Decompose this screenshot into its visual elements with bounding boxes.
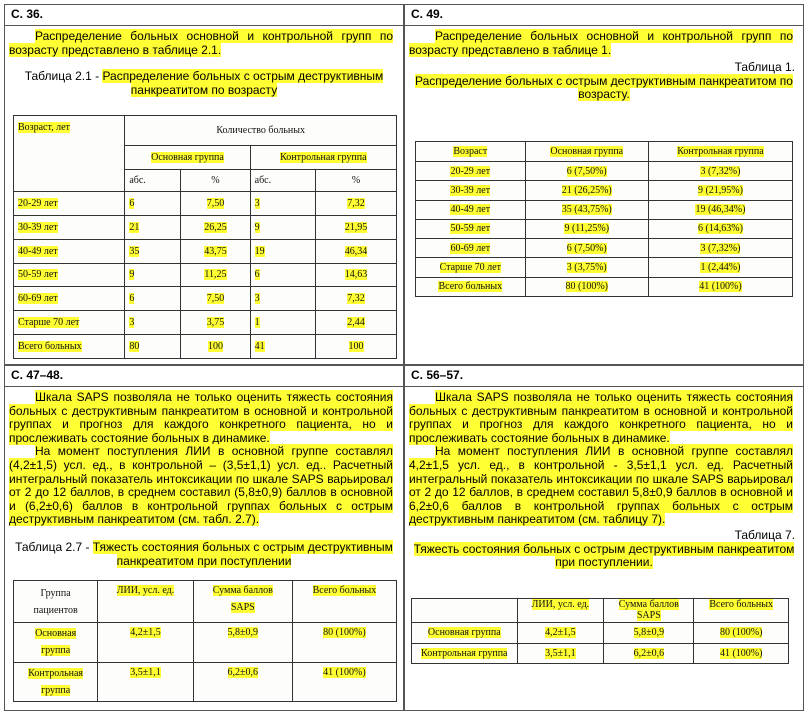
highlighted-text: Контрольная группа (677, 146, 764, 157)
highlighted-text: Всего больных (18, 341, 82, 353)
highlighted-text: 6 (129, 293, 135, 305)
cell-page-36 (4, 4, 404, 365)
highlighted-text: SAPS (230, 602, 255, 613)
highlighted-text: 2,44 (347, 317, 365, 329)
highlighted-text: Сумма баллов (212, 585, 273, 596)
highlighted-text: 7,32 (347, 293, 365, 305)
table-cell (125, 192, 181, 216)
table-cell (648, 258, 792, 277)
paragraph (409, 391, 793, 445)
highlighted-text: Распределение больных с острым деструктивным панкреатитом по возрасту (102, 69, 384, 97)
highlighted-text: 80 (100%) (323, 627, 366, 638)
table-cell (648, 277, 792, 296)
paragraph (409, 30, 793, 57)
highlighted-text: 6 (7,50%) (566, 242, 607, 254)
table-cell (525, 142, 648, 162)
highlighted-text: 43,75 (204, 245, 227, 257)
table-cell (250, 311, 315, 335)
table-caption (13, 541, 395, 568)
highlighted-text: Всего больных (438, 281, 503, 293)
highlighted-text: 5,8±0,9 (633, 627, 665, 639)
highlighted-text: 26,25 (204, 221, 227, 233)
table-row (416, 200, 793, 219)
table-cell (292, 581, 396, 623)
table-cell: абс. (125, 170, 181, 192)
highlighted-text: Таблица 2.1 - (24, 69, 103, 84)
highlighted-text: 41 (100%) (323, 666, 366, 678)
table-cell (416, 239, 526, 258)
table-cell (14, 116, 125, 192)
table-cell (181, 311, 250, 335)
table-cell (14, 581, 98, 623)
highlighted-text: 20-29 лет (450, 165, 491, 177)
table-cell: абс. (250, 170, 315, 192)
scanned-table (415, 141, 793, 297)
table-row (412, 623, 789, 644)
highlighted-text: 6 (254, 269, 260, 281)
table-cell (181, 287, 250, 311)
table-cell (648, 200, 792, 219)
table-cell (517, 599, 604, 623)
paragraph (9, 445, 393, 527)
table-cell (648, 219, 792, 238)
highlighted-text: 100 (348, 341, 364, 353)
highlighted-text: Старше 70 лет (18, 317, 80, 329)
table-cell (416, 181, 526, 200)
highlighted-text: 21,95 (344, 221, 368, 233)
highlighted-text: Всего больных (312, 585, 377, 596)
cell-header: С. 36. (5, 5, 403, 26)
highlighted-text: 40-49 лет (450, 204, 491, 216)
scanned-table (13, 115, 397, 359)
highlighted-text: 7,32 (347, 197, 365, 209)
table-cell (694, 643, 789, 664)
table-cell (694, 599, 789, 623)
highlighted-text: 3 (129, 317, 135, 329)
highlighted-text: Основная группа (151, 152, 224, 163)
table-cell (250, 287, 315, 311)
table-cell (316, 192, 397, 216)
highlighted-text: Основная (35, 628, 77, 640)
table-cell (125, 239, 181, 263)
highlighted-text: 35 (43,75%) (561, 204, 612, 216)
table-cell (292, 662, 396, 702)
table-cell (316, 311, 397, 335)
table-cell (125, 335, 181, 359)
table-cell (14, 239, 125, 263)
table-cell (14, 263, 125, 287)
highlighted-text: 6,2±0,6 (227, 666, 259, 678)
highlighted-text: 9 (254, 221, 260, 233)
highlighted-text: Контрольная группа (280, 152, 367, 163)
highlighted-text: 7,50 (206, 293, 225, 305)
highlighted-text: группа (41, 684, 71, 696)
table-cell (604, 643, 694, 664)
table-row (416, 277, 793, 296)
table-cell (416, 258, 526, 277)
highlighted-text: 9 (129, 269, 135, 281)
cell-header: С. 56–57. (405, 366, 803, 387)
highlighted-text: пациентов (33, 604, 78, 616)
highlighted-text: SAPS (636, 610, 661, 621)
highlighted-text: Тяжесть состояния больных с острым деструктивным панкреатитом при поступлении (92, 539, 393, 568)
table-cell: % (181, 170, 250, 192)
table-cell (292, 623, 396, 663)
highlighted-text: 9 (11,25%) (564, 223, 610, 235)
highlighted-text: Распределение больных основной и контрольной групп по возрасту представлено в таблице 2.1. (9, 29, 393, 57)
table-cell (316, 263, 397, 287)
highlighted-text: 3 (254, 197, 260, 209)
table-cell (98, 581, 193, 623)
highlighted-text: Распределение больных основной и контрольной групп по возрасту представлено в таблице 1. (409, 29, 793, 57)
table-cell (181, 335, 250, 359)
highlighted-text: Основная группа (427, 627, 501, 639)
highlighted-text: 60-69 лет (450, 242, 491, 254)
highlighted-text: 14,63 (344, 269, 368, 281)
highlighted-text: На момент поступления ЛИИ в основной группе составлял (4,2±1,5) усл. ед., в контрольной – (3,5±1,1) усл. ед.. Расчетный интегральный показатель интоксикации по шкале SAPS варьировал от 2 до 12 баллов, в среднем составил (5,8±0,9) баллов в основной и (6,2±0,6) баллов в контрольной группах больных с острым деструктивным панкреатитом (см. табл. 2.7). (9, 444, 393, 527)
table-cell (14, 215, 125, 239)
highlighted-text: 41 (100%) (699, 281, 742, 293)
highlighted-text: 100 (207, 341, 223, 353)
table-row (416, 162, 793, 181)
table-row (14, 239, 397, 263)
table-cell (416, 219, 526, 238)
highlighted-text: Контрольная (28, 667, 84, 679)
table-cell (125, 287, 181, 311)
highlighted-text: 5,8±0,9 (227, 627, 259, 638)
highlighted-text: 6 (129, 197, 135, 209)
highlighted-text: На момент поступления ЛИИ в основной группе составлял 4,2±1,5 усл. ед., в контрольной - 3,5±1,1 усл. ед. Расчетный интегральный показатель интоксикации по шкале SAPS варьировал от 2 до 12 баллов, в среднем составил 5,8±0,9 баллов в основной и 6,2±0,6 баллов в контрольной группах больных с острым деструктивным панкреатитом (см. таблицу 7). (409, 444, 793, 527)
table-cell (250, 239, 315, 263)
highlighted-text: Шкала SAPS позволяла не только оценить тяжесть состояния больных с деструктивным панкреатитом в основной и контрольной группах и прогноз для каждого конкретного пациента, но и прослеживать состояние больных в динамике. (409, 390, 793, 445)
table-row (14, 335, 397, 359)
table-row (14, 662, 397, 702)
table-cell (316, 215, 397, 239)
table-cell (525, 239, 648, 258)
table-cell (416, 277, 526, 296)
highlighted-text: 4,2±1,5 (130, 627, 161, 638)
table-cell (316, 239, 397, 263)
table-row (416, 258, 793, 277)
table-cell: % (316, 170, 397, 192)
highlighted-text: 41 (254, 341, 265, 353)
table-cell (250, 146, 396, 170)
table-cell (181, 239, 250, 263)
table-cell (98, 623, 193, 663)
highlighted-text: 80 (100%) (565, 281, 608, 293)
highlighted-text: 46,34 (344, 245, 368, 257)
highlighted-text: 40-49 лет (18, 245, 58, 257)
table-cell (125, 263, 181, 287)
highlighted-text: 3,5±1,1 (545, 647, 576, 659)
highlighted-text: ЛИИ, усл. ед. (116, 585, 175, 596)
highlighted-text: 21 (129, 221, 140, 233)
table-cell (416, 162, 526, 181)
highlighted-text: 50-59 лет (18, 269, 58, 281)
highlighted-text: 9 (21,95%) (697, 184, 743, 196)
table-cell (193, 662, 292, 702)
highlighted-text: Сумма баллов (618, 599, 679, 610)
paragraph (409, 445, 793, 527)
table-cell (181, 263, 250, 287)
table-cell (525, 277, 648, 296)
table-cell (125, 311, 181, 335)
table-caption (413, 543, 795, 570)
highlighted-text: 30-39 лет (450, 184, 491, 196)
paragraph (9, 30, 393, 57)
table-cell (181, 215, 250, 239)
highlighted-text: 1 (2,44%) (700, 262, 741, 274)
table-cell (316, 287, 397, 311)
table-row (416, 181, 793, 200)
highlighted-text: Группа (40, 587, 71, 599)
table-cell (181, 192, 250, 216)
highlighted-text: 30-39 лет (18, 221, 58, 233)
cell-page-47-48 (4, 365, 404, 711)
highlighted-text: 80 (100%) (719, 627, 763, 639)
table-cell: Количество больных (125, 116, 397, 146)
highlighted-text: 80 (129, 341, 140, 353)
table-number: Таблица 1. (734, 60, 795, 75)
table-row (412, 643, 789, 664)
table-row (14, 215, 397, 239)
highlighted-text: 6,2±0,6 (633, 647, 665, 659)
highlighted-text: Всего больных (709, 599, 773, 610)
table-cell (525, 200, 648, 219)
highlighted-text: Старше 70 лет (439, 262, 501, 274)
highlighted-text: 11,25 (204, 269, 227, 281)
table-cell (412, 599, 518, 623)
table-cell (250, 192, 315, 216)
table-cell (525, 162, 648, 181)
table-cell (517, 643, 604, 664)
table-cell (412, 623, 518, 644)
table-row (14, 623, 397, 663)
cell-page-49 (404, 4, 804, 365)
highlighted-text: 3,5±1,1 (130, 666, 161, 678)
highlighted-text: 19 (46,34%) (695, 204, 746, 216)
table-cell (416, 142, 526, 162)
highlighted-text: 3 (3,75%) (566, 262, 607, 274)
scanned-table (411, 598, 789, 664)
table-row (416, 219, 793, 238)
highlighted-text: 7,50 (206, 197, 225, 209)
table-number: Таблица 7. (734, 527, 795, 542)
table-cell (125, 146, 250, 170)
table-cell (412, 643, 518, 664)
table-cell (517, 623, 604, 644)
table-cell (648, 181, 792, 200)
paragraph (9, 391, 393, 445)
table-cell (525, 219, 648, 238)
table-cell (14, 287, 125, 311)
table-row (14, 192, 397, 216)
table-cell (14, 335, 125, 359)
table-cell (604, 599, 694, 623)
highlighted-text: 3 (7,32%) (700, 165, 741, 177)
highlighted-text: 35 (129, 245, 140, 257)
table-cell (525, 258, 648, 277)
cell-header: С. 49. (405, 5, 803, 26)
cell-page-56-57 (404, 365, 804, 711)
table-cell (416, 200, 526, 219)
table-cell (14, 192, 125, 216)
highlighted-text: 4,2±1,5 (545, 627, 576, 639)
highlighted-text: Шкала SAPS позволяла не только оценить тяжесть состояния больных с деструктивным панкреатитом в основной и контрольной группах и прогноз для каждого конкретного пациента, но и прослеживать состояние больных в динамике. (9, 390, 393, 445)
highlighted-text: Возраст, лет (18, 122, 70, 133)
highlighted-text: 21 (26,25%) (561, 184, 612, 196)
highlighted-text: Тяжесть состояния больных с острым деструктивным панкреатитом при поступлении. (413, 541, 795, 570)
highlighted-text: 60-69 лет (18, 293, 58, 305)
table-cell (98, 662, 193, 702)
table-row (14, 311, 397, 335)
highlighted-text: Контрольная группа (421, 647, 508, 659)
table-cell (250, 215, 315, 239)
table-cell (648, 162, 792, 181)
table-cell (14, 623, 98, 663)
highlighted-text: Распределение больных с острым деструктивным панкреатитом по возрасту. (415, 73, 793, 102)
table-cell (604, 623, 694, 644)
table-caption (13, 70, 395, 97)
table-row (14, 263, 397, 287)
highlighted-text: Основная группа (550, 146, 624, 157)
table-cell (250, 335, 315, 359)
highlighted-text: 50-59 лет (450, 223, 491, 235)
highlighted-text: Возраст (453, 146, 488, 157)
table-cell (14, 311, 125, 335)
highlighted-text: 6 (14,63%) (697, 223, 743, 235)
highlighted-text: 20-29 лет (18, 197, 58, 209)
cell-header: С. 47–48. (5, 366, 403, 387)
highlighted-text: 3,75 (206, 317, 225, 329)
table-cell (193, 581, 292, 623)
table-cell (648, 239, 792, 258)
highlighted-text: 1 (254, 317, 260, 329)
table-row (416, 239, 793, 258)
highlighted-text: 19 (254, 245, 265, 257)
table-cell (125, 215, 181, 239)
table-caption (413, 75, 795, 102)
highlighted-text: группа (41, 645, 71, 657)
table-cell (694, 623, 789, 644)
table-cell (648, 142, 792, 162)
highlighted-text: ЛИИ, усл. ед. (531, 599, 590, 610)
table-cell (14, 662, 98, 702)
highlighted-text: Таблица 2.7 - (15, 539, 93, 554)
table-cell (525, 181, 648, 200)
scanned-table (13, 580, 397, 702)
highlighted-text: 41 (100%) (719, 647, 763, 659)
highlighted-text: 3 (254, 293, 260, 305)
table-cell (193, 623, 292, 663)
table-cell (250, 263, 315, 287)
highlighted-text: 3 (7,32%) (700, 242, 741, 254)
table-cell (316, 335, 397, 359)
highlighted-text: 6 (7,50%) (566, 165, 607, 177)
table-row (14, 287, 397, 311)
